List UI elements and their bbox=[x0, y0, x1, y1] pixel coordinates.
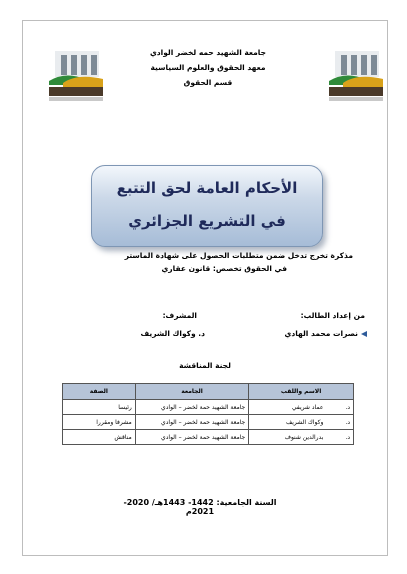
university-logo-left-icon bbox=[45, 45, 107, 103]
thesis-title-line1: الأحكام العامة لحق التتبع bbox=[116, 179, 298, 197]
role-cell: رئيسا bbox=[63, 400, 136, 415]
table-header-row bbox=[63, 384, 354, 400]
table-row bbox=[63, 430, 354, 445]
university-cell: جامعة الشهيد حمة لخضر – الوادي bbox=[135, 400, 248, 415]
committee-title: لجنة المناقشة bbox=[179, 361, 231, 370]
specialization: في الحقوق تخصص: قانون عقاري bbox=[161, 264, 287, 273]
table-row bbox=[63, 415, 354, 430]
member-cell: د.عماد شريفي bbox=[249, 400, 354, 415]
university-cell: جامعة الشهيد حمة لخضر – الوادي bbox=[135, 415, 248, 430]
role-cell: مشرفا ومقررا bbox=[63, 415, 136, 430]
university-name: جامعة الشهيد حمه لخضر الوادي bbox=[149, 48, 267, 57]
student-name-row bbox=[237, 329, 367, 338]
thesis-title-box bbox=[91, 165, 323, 247]
institute-name: معهد الحقوق والعلوم السياسية bbox=[150, 63, 266, 72]
table-row bbox=[63, 400, 354, 415]
supervisor-name: د. وكواك الشريف bbox=[140, 329, 205, 338]
header-role: الصفة bbox=[63, 384, 136, 400]
member-cell: د.وكواك الشريف bbox=[249, 415, 354, 430]
student-name: نصرات محمد الهادي bbox=[284, 329, 358, 338]
thesis-subtitle: مذكرة تخرج تدخل ضمن متطلبات الحصول على شهادة الماستر bbox=[124, 251, 353, 260]
department-name: قسم الحقوق bbox=[183, 78, 233, 87]
thesis-title-line2: في التشريع الجزائري bbox=[128, 212, 286, 230]
committee-table bbox=[62, 383, 354, 445]
header-name: الاسم واللقب bbox=[249, 384, 354, 400]
academic-year: السنة الجامعية: 1442- 1443هـ/ 2020- 2021م bbox=[123, 498, 277, 516]
arrow-bullet-icon bbox=[361, 331, 367, 337]
document-page bbox=[22, 20, 388, 556]
header-university: الجامعة bbox=[135, 384, 248, 400]
university-cell: جامعة الشهيد حمة لخضر – الوادي bbox=[135, 430, 248, 445]
role-cell: مناقش bbox=[63, 430, 136, 445]
member-cell: د.بدرالدين شنوف bbox=[249, 430, 354, 445]
supervisor-label: المشرف: bbox=[162, 311, 197, 320]
university-logo-right-icon bbox=[325, 45, 387, 103]
student-label: من إعداد الطالب: bbox=[300, 311, 365, 320]
